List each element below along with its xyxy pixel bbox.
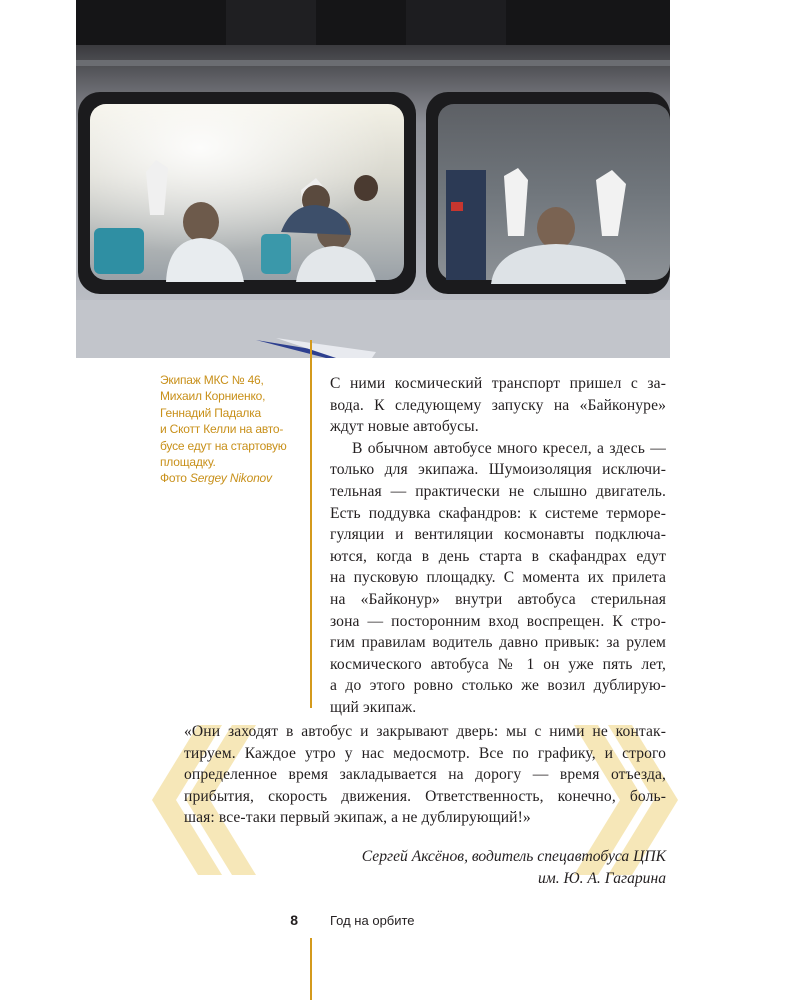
attribution-line: им. Ю. А. Гагарина (537, 869, 666, 887)
crew-bus-photo (76, 0, 670, 358)
body-line: вода. К следующему запуску на «Байконуре» (330, 396, 666, 414)
photo-credit (160, 470, 300, 486)
quote-line: определенное время закладывается на дорогу — время отъезда, (184, 766, 666, 784)
attribution-line: Сергей Аксёнов, водитель спецавтобуса ЦПК (361, 848, 666, 865)
body-line: Есть поддувка скафандров: к системе терморе- (330, 504, 666, 522)
caption-line: и Скотт Келли на авто- (160, 422, 284, 437)
quote-line: прибытия, скорость движения. Ответственность, конечно, боль- (184, 787, 666, 805)
vertical-rule-footer (310, 938, 312, 1000)
body-line: ются, когда в день старта в скафандрах едут (330, 547, 666, 565)
body-line: на «Байконур» внутри автобуса стерильная (330, 590, 666, 608)
page-number: 8 (290, 912, 298, 928)
body-line: космического автобуса № 1 он уже пять лет, (330, 655, 666, 673)
quote-line: шая: все-таки первый экипаж, а не дублирующий!» (184, 809, 531, 827)
body-line: гуляции и вентиляции космонавты подключа- (330, 526, 666, 544)
caption-line: площадку. (160, 455, 216, 470)
body-line: только для экипажа. Шумоизоляция исключи- (330, 461, 666, 479)
credit-prefix: Фото (160, 471, 190, 486)
photo-caption (160, 372, 300, 487)
pull-quote (184, 721, 666, 829)
body-line: ждут новые автобусы. (330, 418, 479, 436)
body-line: щий экипаж. (330, 698, 417, 716)
credit-name: Sergey Nikonov (189, 471, 272, 486)
body-line: В обычном автобусе много кресел, а здесь — (352, 439, 666, 457)
running-head: Год на орбите (330, 913, 415, 928)
body-line: тельная — практически не слышно двигатель. (330, 482, 666, 500)
caption-line: Экипаж МКС № 46, (160, 373, 264, 387)
caption-line: бусе едут на стартовую (160, 438, 287, 453)
body-line: а до этого ровно столько же возил дублирую- (330, 677, 666, 695)
article-body (330, 373, 666, 719)
body-line: гим правилам водитель давно привык: за рулем (330, 634, 666, 652)
quote-line: тируем. Каждое утро у нас медосмотр. Все по графику, и строго (184, 744, 666, 762)
body-line: на пусковую площадку. С момента их прилета (330, 569, 666, 587)
caption-line: Михаил Корниенко, (160, 389, 266, 404)
body-line: С ними космический транспорт пришел с за- (330, 375, 666, 392)
quote-attribution (246, 846, 666, 889)
body-line: зона — посторонним вход воспрещен. К стро- (330, 612, 666, 630)
quote-line: «Они заходят в автобус и закрывают дверь: мы с ними не контак- (184, 723, 666, 740)
vertical-rule (310, 340, 312, 708)
caption-line: Геннадий Падалка (160, 405, 262, 420)
